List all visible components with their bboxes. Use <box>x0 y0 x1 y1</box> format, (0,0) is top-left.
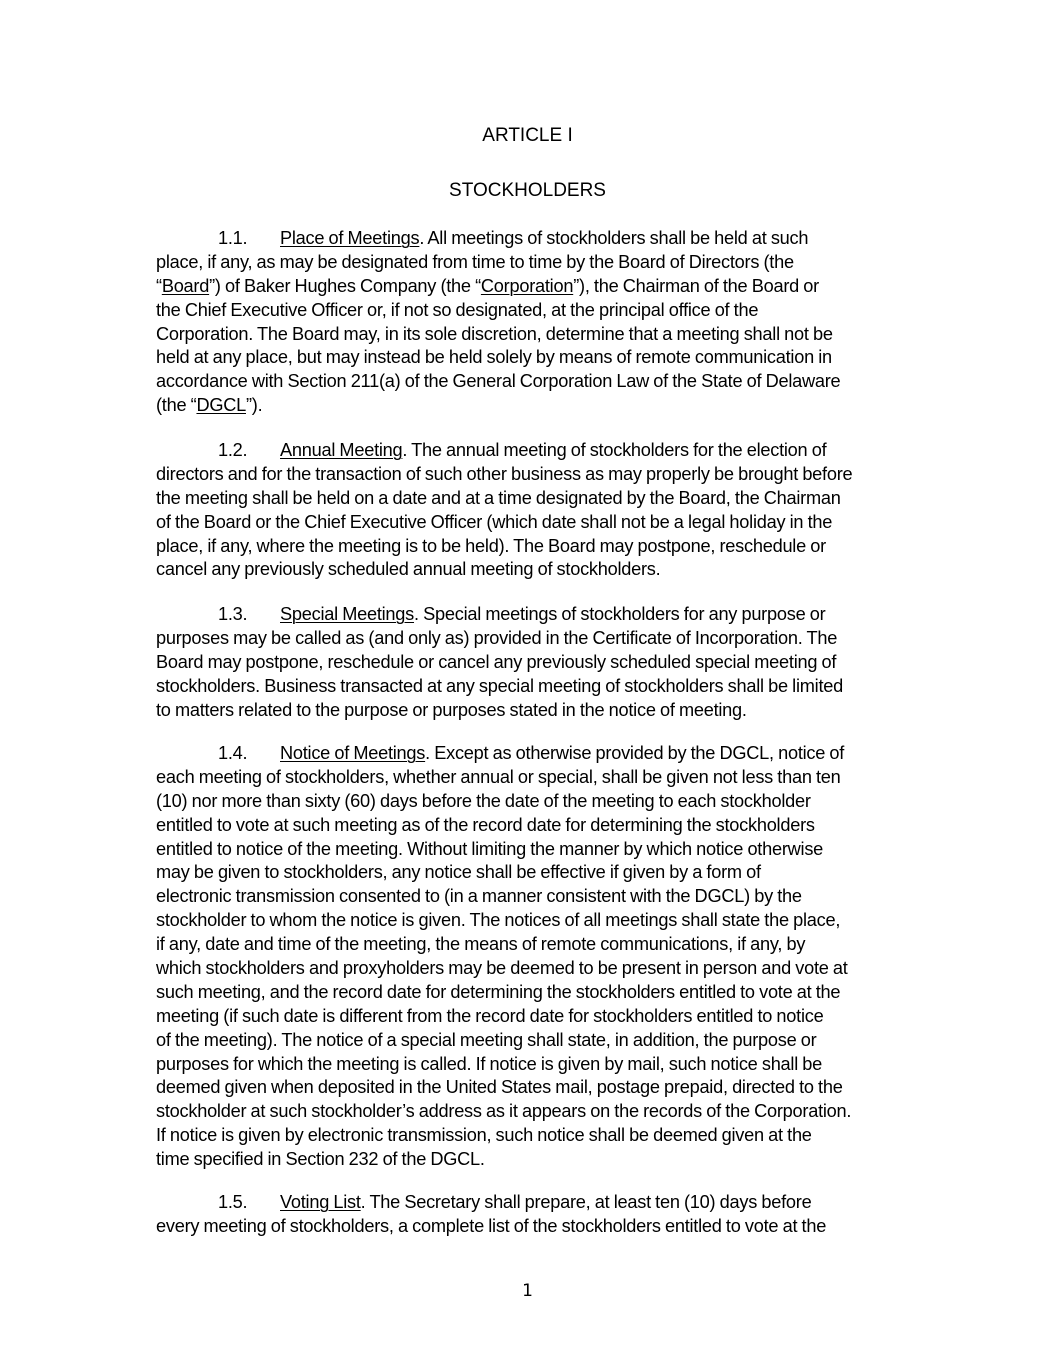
section-heading: Place of Meetings <box>280 228 420 248</box>
article-subtitle: STOCKHOLDERS <box>449 180 606 201</box>
section-1-1: 1.1. Place of Meetings. All meetings of stockholders shall be held at such place, if any, as may be designated from time to time by the Board of Directors (the “Board”) of Baker Hughes Company (the “Corporation”), the Chairman of the Board or the Chief Executive Officer or, if not so designated, at the principal office of the Corporation. The Board may, in its sole discretion, determine that a meeting shall not be held at any place, but may instead be held solely by means of remote communication in accordance with Section 211(a) of the General Corporation Law of the State of Delaware (the “DGCL”). <box>156 228 841 416</box>
section-number: 1.1. <box>218 228 248 248</box>
section-number: 1.5. <box>218 1192 248 1212</box>
section-number: 1.4. <box>218 743 248 763</box>
section-heading: Annual Meeting <box>280 440 403 460</box>
article-title: ARTICLE I <box>482 125 573 146</box>
page-number: 1 <box>522 1281 533 1301</box>
section-1-3: 1.3. Special Meetings. Special meetings of stockholders for any purpose or purposes may be called as (and only as) provided in the Certificate of Incorporation. The Board may postpone, reschedule or cancel any previously scheduled special meeting of stockholders. Business transacted at any special meeting of stockholders shall be limited to matters related to the purpose or purposes stated in the notice of meeting. <box>156 604 843 720</box>
section-1-5: 1.5. Voting List. The Secretary shall prepare, at least ten (10) days before every meeting of stockholders, a complete list of the stockholders entitled to vote at the <box>156 1192 827 1236</box>
section-number: 1.2. <box>218 440 248 460</box>
defined-term-board: Board <box>161 275 210 296</box>
section-1-4: 1.4. Notice of Meetings. Except as otherwise provided by the DGCL, notice of each meeting of stockholders, whether annual or special, shall be given not less than ten (10) nor more than sixty (60) days before the date of the meeting to each stockholder entitled to vote at such meeting as of the record date for determining the stockholders entitled to notice of the meeting. Without limiting the manner by which notice otherwise may be given to stockholders, any notice shall be effective if given by a form of electronic transmission consented to (in a manner consistent with the DGCL) by the stockholder to whom the notice is given. The notices of all meetings shall state the place, if any, date and time of the meeting, the means of remote communications, if any, by which stockholders and proxyholders may be deemed to be present in person and vote at such meeting, and the record date for determining the stockholders entitled to vote at the meeting (if such date is different from the record date for stockholders entitled to notice of the meeting). The notice of a special meeting shall state, in addition, the purpose or purposes for which the meeting is called. If notice is given by mail, such notice shall be deemed given when deposited in the United States mail, postage prepaid, directed to the stockholder at such stockholder’s address as it appears on the records of the Corporation. If notice is given by electronic transmission, such notice shall be deemed given at the time specified in Section 232 of the DGCL. <box>156 743 852 1170</box>
section-number: 1.3. <box>218 604 248 624</box>
section-1-2: 1.2. Annual Meeting. The annual meeting of stockholders for the election of directors and for the transaction of such other business as may properly be brought before the meeting shall be held on a date and at a time designated by the Board, the Chairman of the Board or the Chief Executive Officer (which date shall not be a legal holiday in the place, if any, where the meeting is to be held). The Board may postpone, reschedule or cancel any previously scheduled annual meeting of stockholders. <box>156 440 853 580</box>
defined-term-corporation: Corporation <box>480 275 574 296</box>
section-heading: Special Meetings <box>280 604 415 624</box>
section-heading: Voting List <box>280 1192 361 1212</box>
section-heading: Notice of Meetings <box>280 743 426 763</box>
defined-term-dgcl: DGCL <box>196 395 246 416</box>
